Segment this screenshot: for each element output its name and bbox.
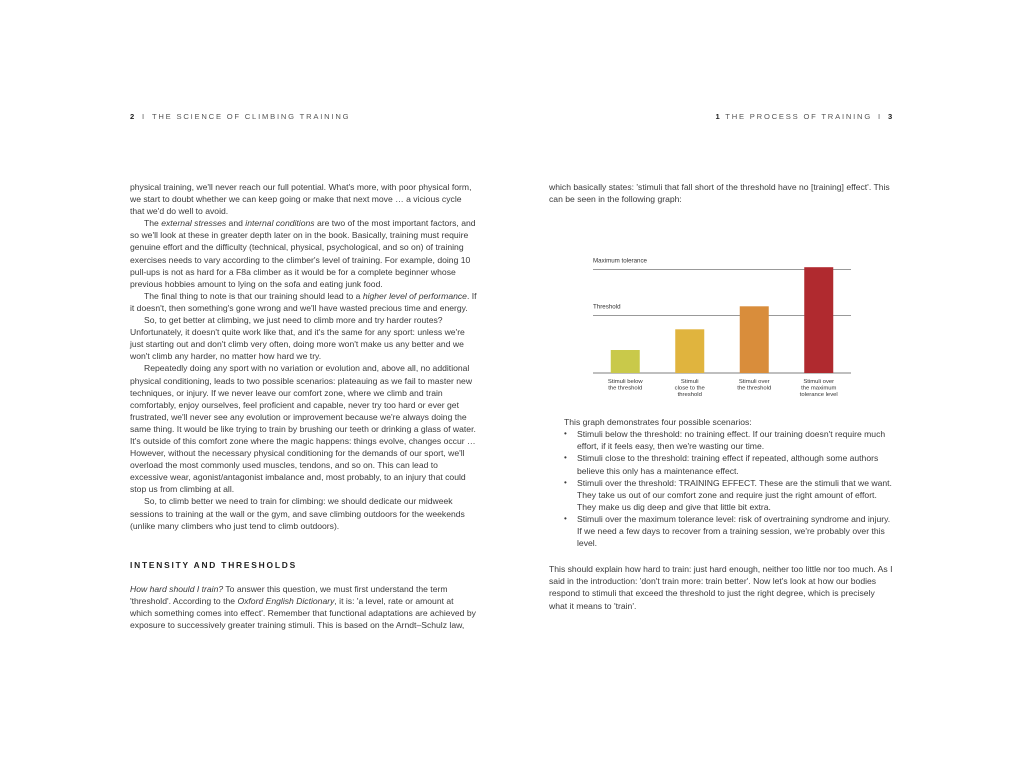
chart-bar xyxy=(804,267,833,373)
chapter-number: 1 xyxy=(715,112,722,121)
reference-line-label: Maximum tolerance xyxy=(593,257,647,265)
emphasis: internal conditions xyxy=(245,218,315,229)
paragraph: This should explain how hard to train: just hard enough, neither too little nor too much. As I said in the introduction: 'don't train more: train better'. Now let's look at how our bodies respond to stimuli that exceed the threshold to just the right degree, which is precisely what it means to 'train'. xyxy=(549,564,893,611)
emphasis: Oxford English Dictionary xyxy=(237,595,335,606)
category-label: Stimuli over the maximum tolerance level xyxy=(799,379,838,399)
chart-svg xyxy=(549,205,894,400)
paragraph: So, to get better at climbing, we just need to climb more and try harder routes? Unfortunately, it doesn't quite work like that, and it's the same for any sport: unless we're just starting out and don't climb very often, doing more won't make us any better and we won't climb any harder, no matter how hard we try. xyxy=(130,315,465,362)
paragraph: How hard should I train? To answer this question, we must first understand the term 'threshold'. According to the Oxford English Dictionary, it is: 'a level, rate or amount at which something comes into effect'. Remember that functional adaptations are achieved by exposure to successively greater training stimuli. This is based on the Arndt–Schulz law, xyxy=(130,583,476,631)
chart-bar xyxy=(611,350,640,373)
paragraph: The final thing to note is that our training should lead to a higher level of performance. If it doesn't, then something's gone wrong and we'll have wasted precious time and energy. xyxy=(130,290,477,313)
emphasis: How hard should I train? xyxy=(130,583,224,594)
emphasis: external stresses xyxy=(161,218,227,229)
paragraph: which basically states: 'stimuli that fall short of the threshold have no [training] effect'. This can be seen in the following graph: xyxy=(549,182,890,205)
paragraph: physical training, we'll never reach our full potential. What's more, with poor physical form, we start to doubt whether we can keep going or make that next move … a vicious cycle that we'd do well to avoid. xyxy=(130,182,472,217)
section-heading: INTENSITY AND THRESHOLDS xyxy=(130,559,297,570)
paragraph: So, to climb better we need to train for climbing: we should dedicate our midweek sessions to training at the wall or the gym, and save climbing outdoors for the weekends (unlike many climbers who just tend to climb outdoors). xyxy=(130,496,465,531)
category-label: Stimuli close to the threshold xyxy=(674,379,705,399)
chart-bar xyxy=(740,306,769,373)
header-separator-left: I xyxy=(142,112,146,121)
list-item: • Stimuli over the threshold: TRAINING EFFECT. These are the stimuli that we want. They take us out of our comfort zone and require just the right amount of effort. They make us dig deep and give that little bit extra. xyxy=(564,477,894,513)
header-separator-right: I xyxy=(878,112,882,121)
list-intro: This graph demonstrates four possible scenarios: xyxy=(564,417,752,428)
chart-bar xyxy=(675,329,704,373)
page-number-right: 3 xyxy=(887,112,894,121)
chapter-title: THE PROCESS OF TRAINING xyxy=(725,112,873,121)
page-number-left: 2 xyxy=(130,112,137,121)
list-item: • Stimuli over the maximum tolerance level: risk of overtraining syndrome and injury. If we need a few days to recover from a training session, we're probably over this level. xyxy=(564,513,894,549)
paragraph: Repeatedly doing any sport with no variation or evolution and, above all, no additional physical conditioning, leads to two possible scenarios: plateauing as we fail to master new techniques, or injury. If we never leave our comfort zone, where we climb and train comfortably, enjoy ourselves, feel proficient and capable, never try too hard or ever get frustrated, we'll never see any evolution or improvement because we're always doing the same thing. It would be like trying to train by brushing our teeth or drinking a glass of water. It's outside of this comfort zone where the magic happens: things evolve, changes occur … However, without the necessary physical conditioning for the demands of our sport, we'll overload the most commonly used muscles, tendons, and so on. This can lead to excessive wear, agonist/antagonist imbalance and, most probably, to an injury that could stop us from climbing at all. xyxy=(130,363,476,495)
book-title: THE SCIENCE OF CLIMBING TRAINING xyxy=(151,112,351,121)
left-page-body xyxy=(130,181,477,631)
threshold-bar-chart xyxy=(549,205,894,400)
category-label: Stimuli below the threshold xyxy=(607,379,643,392)
right-page-body xyxy=(549,181,894,612)
scenario-list xyxy=(549,428,894,549)
running-header-right xyxy=(715,112,894,121)
list-item: • Stimuli below the threshold: no training effect. If our training doesn't require much effort, if it feels easy, then we're wasting our time. xyxy=(564,428,894,452)
paragraph: The external stresses and internal conditions are two of the most important factors, and so we'll look at these in greater depth later on in the book. Basically, training must require genuine effort and the difficulty (technical, physical, psychological, and so on) of training exercises needs to vary according to the climber's level of training. For example, doing 10 pull-ups is not as hard for a F8a climber as it would be for a complete beginner whose previous hobbies amount to lying on the sofa and eating junk food. xyxy=(130,218,476,289)
list-item: • Stimuli close to the threshold: training effect if repeated, although some authors believe this only has a maintenance effect. xyxy=(564,452,894,476)
running-header-left xyxy=(130,112,350,121)
emphasis: higher level of performance xyxy=(362,290,467,301)
category-label: Stimuli over the threshold xyxy=(737,379,772,392)
reference-line-label: Threshold xyxy=(593,303,621,311)
